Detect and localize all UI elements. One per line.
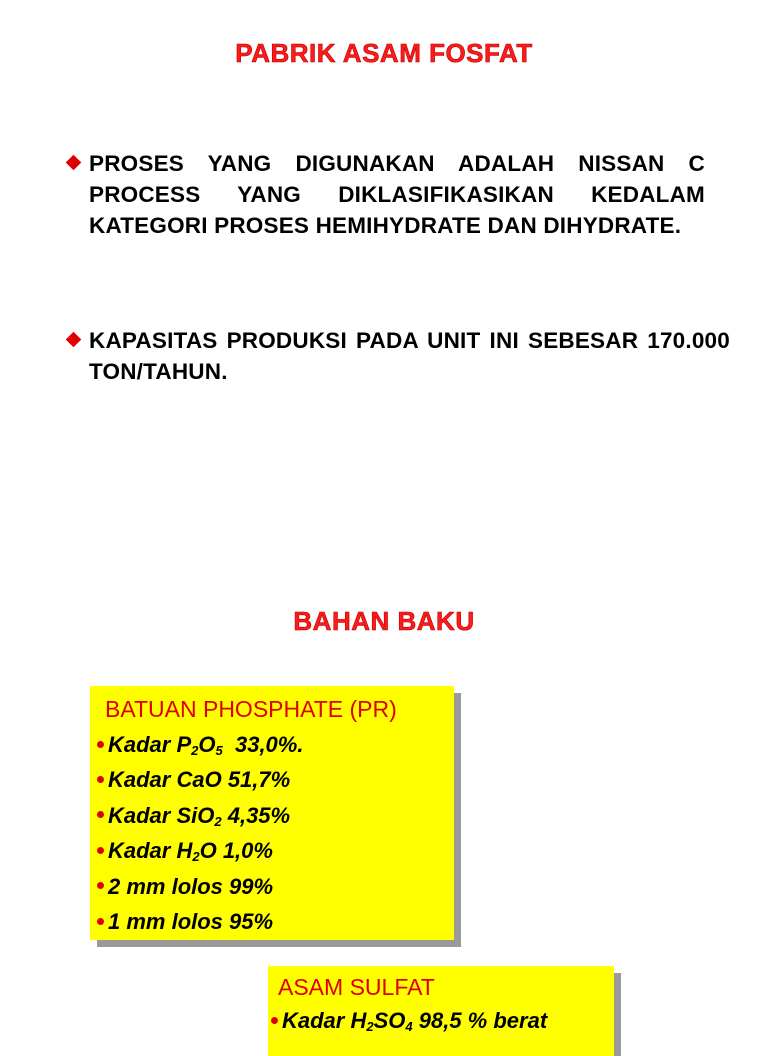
bullet-dot-icon bbox=[97, 882, 104, 889]
spec-item: 1 mm lolos 95% bbox=[97, 907, 303, 942]
bullet-dot-icon bbox=[97, 847, 104, 854]
raw-material-box-phosphate bbox=[90, 686, 454, 940]
spec-item: Kadar $P_2O_5$ 33,0%. bbox=[97, 730, 303, 765]
section-title: BAHAN BAKU bbox=[293, 606, 475, 636]
box-heading: BATUAN PHOSPHATE (PR) bbox=[105, 696, 397, 722]
raw-material-box-sulfuric-acid bbox=[268, 966, 614, 1056]
spec-list bbox=[97, 730, 303, 942]
bullet-dot-icon bbox=[271, 1017, 278, 1024]
spec-item: Kadar CaO 51,7% bbox=[97, 765, 303, 800]
page-title: PABRIK ASAM FOSFAT bbox=[235, 38, 533, 68]
bullet-dot-icon bbox=[97, 811, 104, 818]
spec-item: Kadar SiO$_2$ 4,35% bbox=[97, 801, 303, 836]
bullet-dot-icon bbox=[97, 918, 104, 925]
diamond-bullet-icon bbox=[66, 332, 82, 348]
bullet-capacity-text: KAPASITAS PRODUKSI PADA UNIT INI SEBESAR 170.000 TON/TAHUN. bbox=[89, 328, 730, 384]
spec-item: Kadar $H_2O$ 1,0% bbox=[97, 836, 303, 871]
diamond-bullet-icon bbox=[66, 155, 82, 171]
box-heading: ASAM SULFAT bbox=[278, 974, 435, 1000]
bullet-dot-icon bbox=[97, 776, 104, 783]
bullet-dot-icon bbox=[97, 741, 104, 748]
spec-item: Kadar $H_2SO_4$ 98,5 % berat bbox=[271, 1006, 547, 1041]
bullet-capacity bbox=[68, 325, 730, 387]
bullet-process-text: PROSES YANG DIGUNAKAN ADALAH NISSAN C PROCESS YANG DIKLASIFIKASIKAN KEDALAM KATEGORI PROSES HEMIHYDRATE DAN DIHYDRATE. bbox=[89, 151, 705, 238]
bullet-process bbox=[68, 148, 705, 241]
spec-list bbox=[271, 1006, 547, 1041]
spec-item: 2 mm lolos 99% bbox=[97, 872, 303, 907]
